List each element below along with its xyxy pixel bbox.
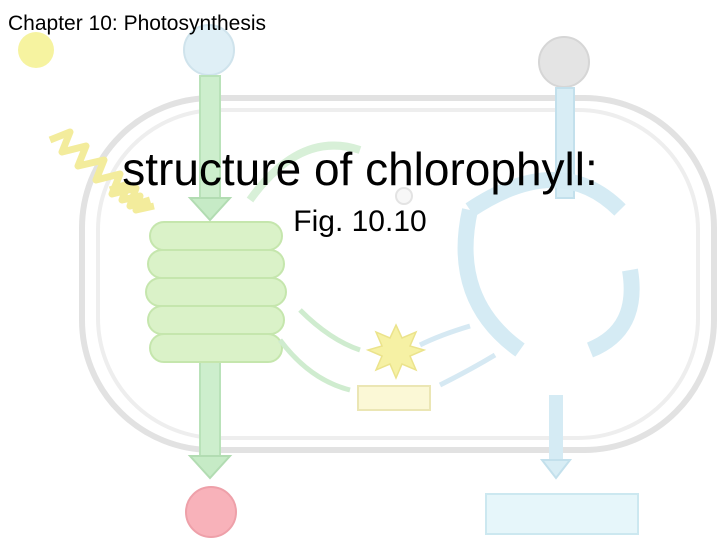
slide-title: structure of chlorophyll: [122,143,598,195]
sugar-output-circle [186,487,236,537]
co2-molecule-circle [539,37,589,87]
thylakoid-stack [146,222,286,362]
green-arrow-head-lower [190,456,230,478]
connector-arrow [420,326,470,345]
sun-icon [18,32,54,68]
connector-arrow [280,340,350,390]
connector-arrow [300,310,360,350]
slide-subtitle: Fig. 10.10 [293,205,427,238]
output-box [486,494,638,534]
green-arrow-shaft-lower [200,360,220,460]
blue-arrow-lower-head [542,460,570,478]
product-box [358,386,430,410]
cycle-arc-right [590,270,632,350]
energy-starburst-icon [368,325,424,378]
connector-arrow [440,355,495,385]
chapter-header: Chapter 10: Photosynthesis [8,12,266,35]
